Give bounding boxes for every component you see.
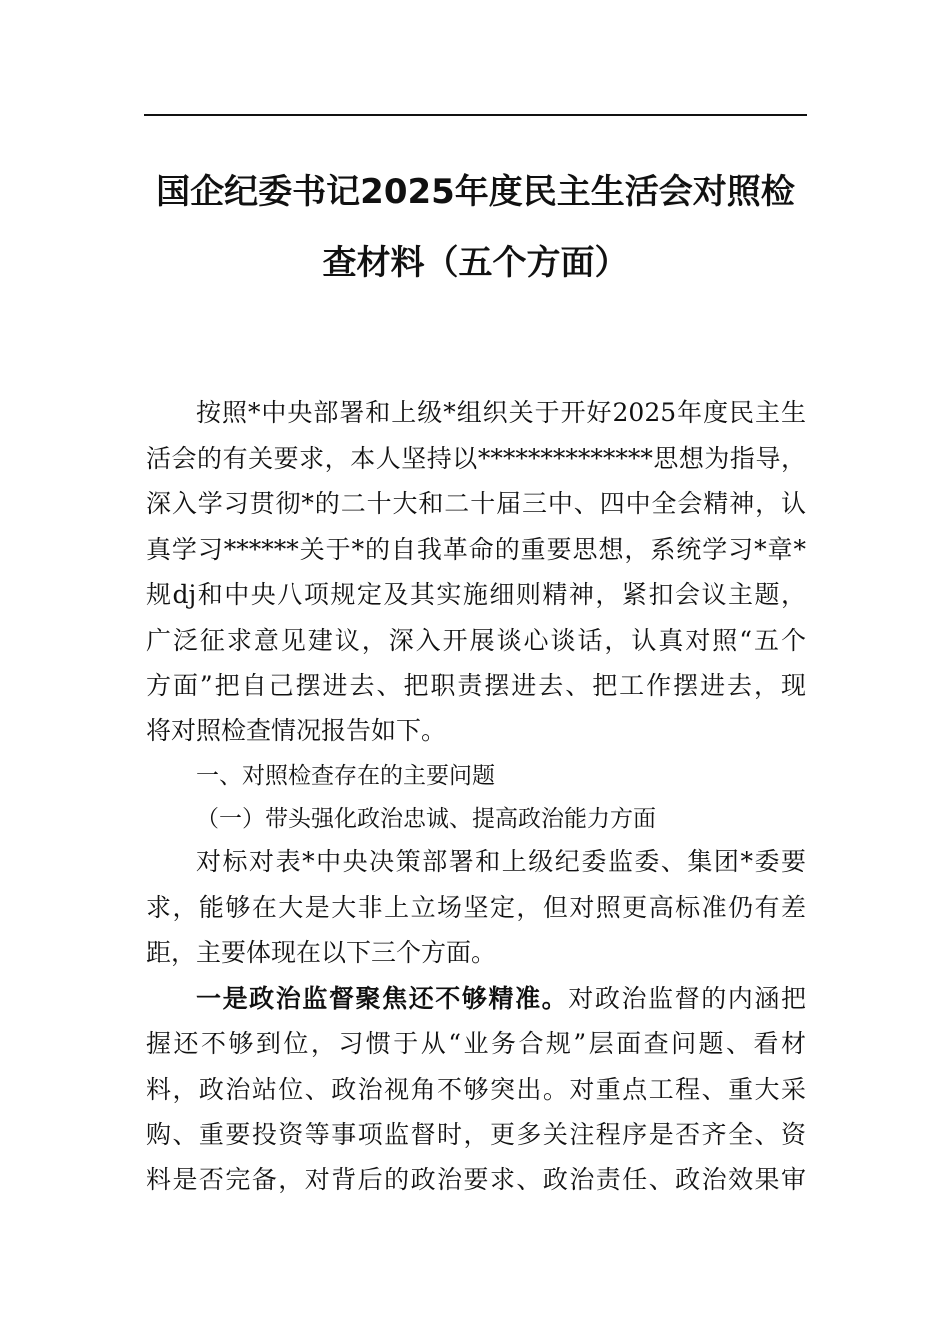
intro-line: 深入学习贯彻*的二十大和二十届三中、四中全会精神，认 (146, 489, 806, 518)
document-title-line-1: 国企纪委书记2025年度民主生活会对照检 (156, 172, 795, 212)
intro-line: 广泛征求意见建议，深入开展谈心谈话，认真对照“五个 (146, 626, 806, 655)
header-rule (144, 114, 807, 116)
body-line: 购、重要投资等事项监督时，更多关注程序是否齐全、资 (146, 1120, 806, 1149)
point-paragraph-first-line (196, 984, 806, 1014)
intro-line: 将对照检查情况报告如下。 (146, 716, 447, 745)
intro-line: 规dj和中央八项规定及其实施细则精神，紧扣会议主题， (146, 580, 806, 609)
intro-line: 活会的有关要求，本人坚持以**************思想为指导， (146, 444, 806, 473)
intro-line: 按照*中央部署和上级*组织关于开好2025年度民主生 (196, 398, 806, 427)
body-line: 料是否完备，对背后的政治要求、政治责任、政治效果审 (146, 1165, 806, 1194)
subsection-heading: （一）带头强化政治忠诚、提高政治能力方面 (196, 806, 656, 832)
body-line: 对标对表*中央决策部署和上级纪委监委、集团*委要 (196, 847, 806, 876)
section-heading: 一、对照检查存在的主要问题 (196, 763, 495, 789)
body-line: 料，政治站位、政治视角不够突出。对重点工程、重大采 (146, 1075, 806, 1104)
intro-line: 真学习******关于*的自我革命的重要思想，系统学习*章* (146, 535, 806, 564)
body-line: 求，能够在大是大非上立场坚定，但对照更高标准仍有差 (146, 893, 806, 922)
body-line: 距，主要体现在以下三个方面。 (146, 938, 497, 967)
intro-line: 方面”把自己摆进去、把职责摆进去、把工作摆进去，现 (146, 671, 806, 700)
body-line: 握还不够到位，习惯于从“业务合规”层面查问题、看材 (146, 1029, 806, 1058)
document-title-line-2: 查材料（五个方面） (322, 243, 629, 283)
point-text: 对政治监督的内涵把 (568, 984, 806, 1013)
point-lead: 一是政治监督聚焦还不够精准。 (196, 984, 569, 1013)
